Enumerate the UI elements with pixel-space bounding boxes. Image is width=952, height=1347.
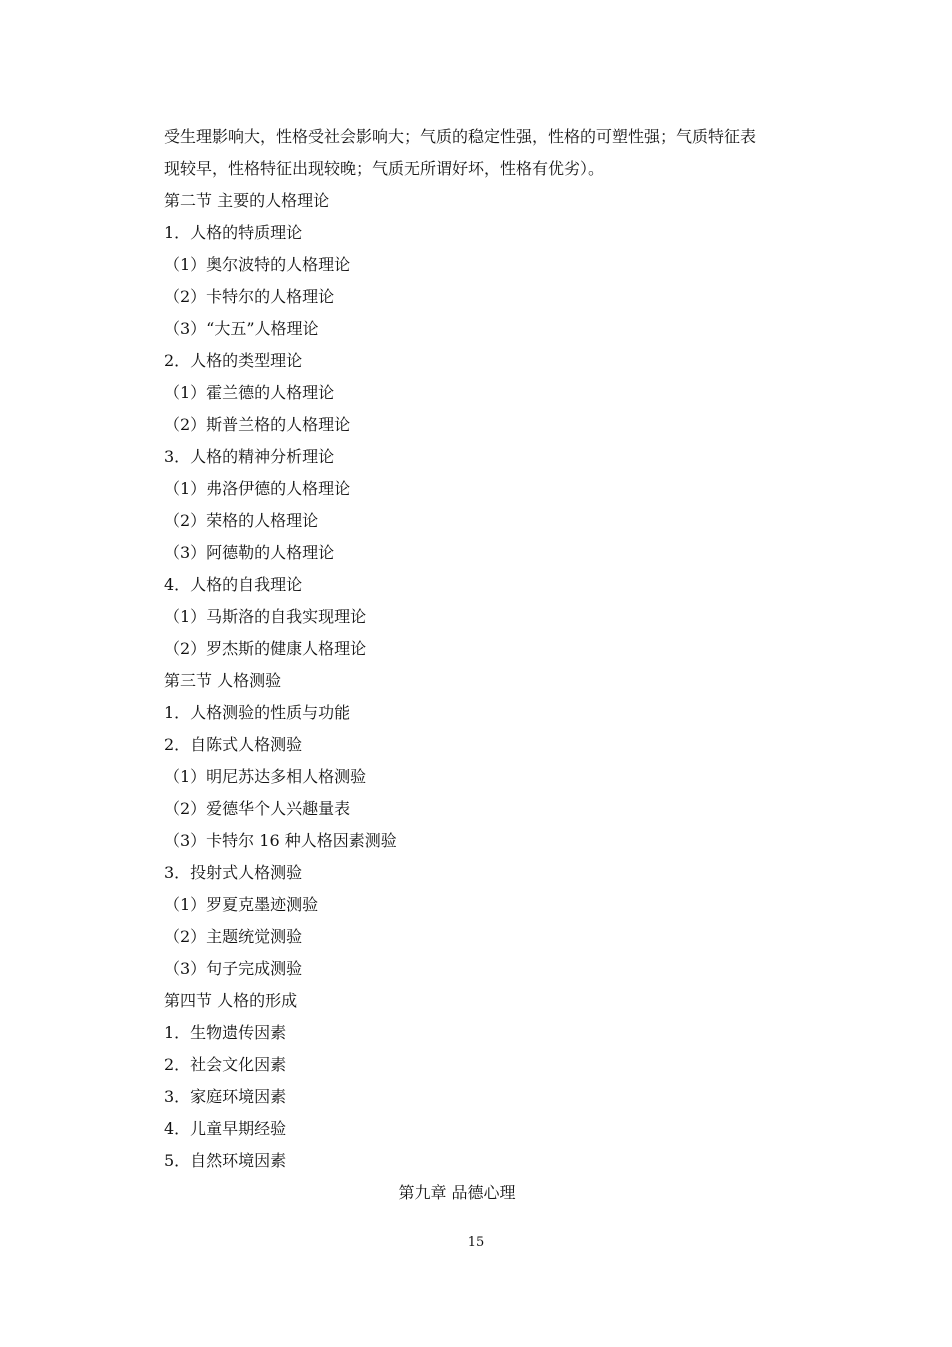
paragraph-line-1: 受生理影响大，性格受社会影响大；气质的稳定性强，性格的可塑性强；气质特征表	[164, 127, 757, 146]
list-item: （3）“大五”人格理论	[164, 319, 319, 338]
list-item: （2）卡特尔的人格理论	[164, 287, 335, 306]
list-item: （3）阿德勒的人格理论	[164, 543, 335, 562]
list-item: （2）主题统觉测验	[164, 927, 303, 946]
list-item: （3）句子完成测验	[164, 959, 303, 978]
list-item: （1）罗夏克墨迹测验	[164, 895, 319, 914]
paragraph-line-2: 现较早，性格特征出现较晚；气质无所谓好坏，性格有优劣）。	[164, 159, 605, 178]
section-heading-3: 第三节 人格测验	[164, 671, 282, 690]
list-item: （1）明尼苏达多相人格测验	[164, 767, 367, 786]
list-item: （2）爱德华个人兴趣量表	[164, 799, 351, 818]
list-item: （2）斯普兰格的人格理论	[164, 415, 351, 434]
list-item: （3）卡特尔 16 种人格因素测验	[164, 831, 397, 850]
section-heading-2: 第二节 主要的人格理论	[164, 191, 330, 210]
list-item: （2）罗杰斯的健康人格理论	[164, 639, 367, 658]
list-item: （1）马斯洛的自我实现理论	[164, 607, 367, 626]
list-item: 2．人格的类型理论	[164, 351, 303, 370]
chapter-title: 第九章 品德心理	[398, 1183, 516, 1202]
list-item: （2）荣格的人格理论	[164, 511, 319, 530]
list-item: （1）奥尔波特的人格理论	[164, 255, 351, 274]
list-item: （1）霍兰德的人格理论	[164, 383, 335, 402]
page-content	[164, 121, 794, 1209]
list-item: 5．自然环境因素	[164, 1151, 287, 1170]
list-item: 1．生物遗传因素	[164, 1023, 287, 1042]
list-item: 4．儿童早期经验	[164, 1119, 287, 1138]
list-item: 2．自陈式人格测验	[164, 735, 303, 754]
list-item: 2．社会文化因素	[164, 1055, 287, 1074]
list-item: 3．投射式人格测验	[164, 863, 303, 882]
page-number: 15	[467, 1235, 485, 1250]
list-item: 4．人格的自我理论	[164, 575, 303, 594]
list-item: 1．人格测验的性质与功能	[164, 703, 351, 722]
list-item: 1．人格的特质理论	[164, 223, 303, 242]
list-item: 3．家庭环境因素	[164, 1087, 287, 1106]
list-item: （1）弗洛伊德的人格理论	[164, 479, 351, 498]
list-item: 3．人格的精神分析理论	[164, 447, 335, 466]
section-heading-4: 第四节 人格的形成	[164, 991, 298, 1010]
